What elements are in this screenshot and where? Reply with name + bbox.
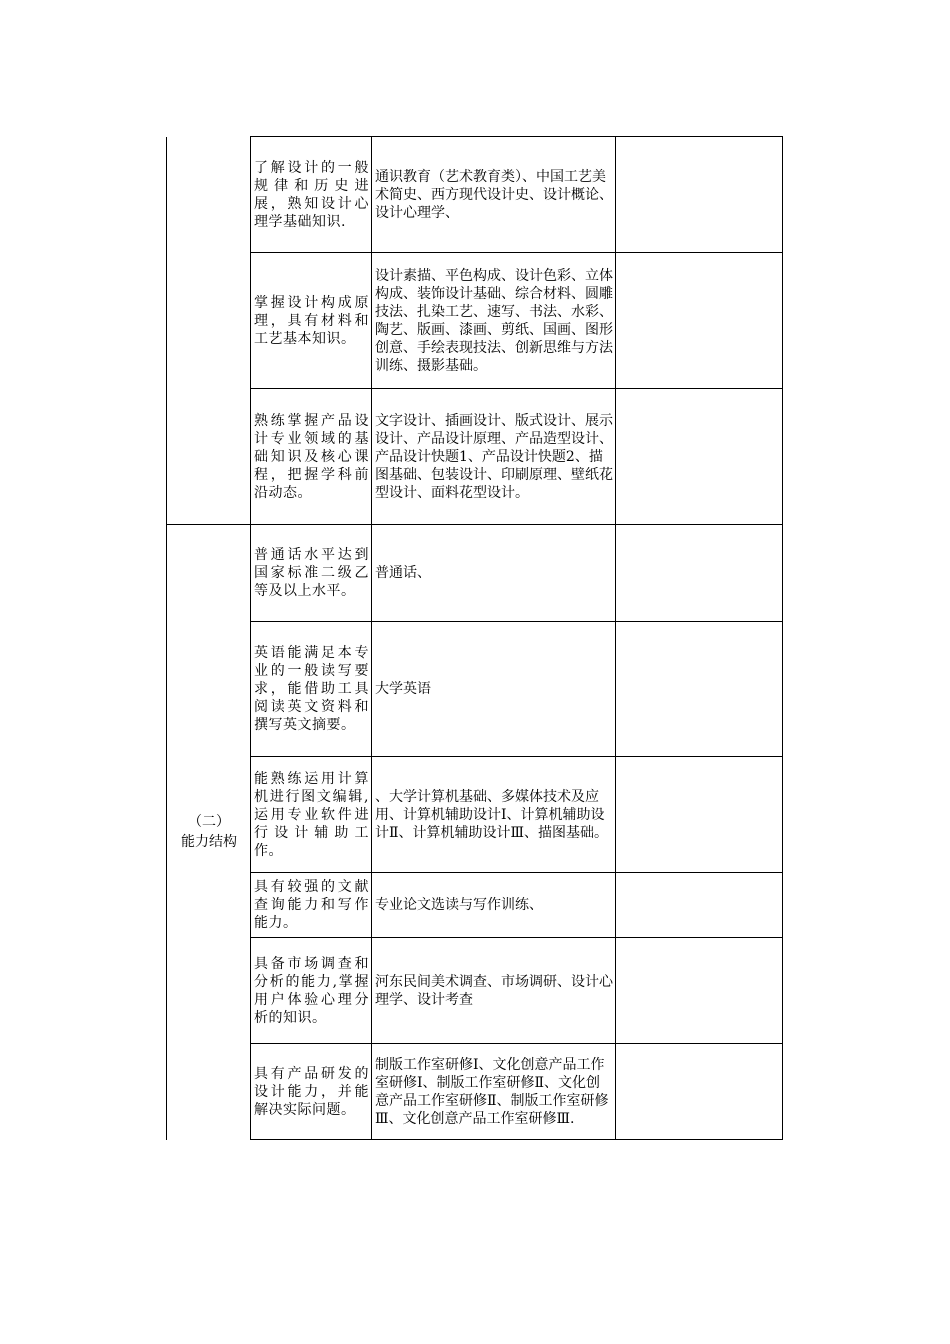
table-row (167, 389, 783, 525)
table-row (167, 622, 783, 757)
courses-cell: 普通话、 (372, 525, 616, 622)
curriculum-mapping-table (166, 136, 783, 1140)
note-cell (616, 622, 783, 757)
table-row (167, 938, 783, 1044)
table-row (167, 757, 783, 873)
requirement-cell: 能熟练运用计算机进行图文编辑,运用专业软件进行设计辅助工作。 (251, 757, 372, 873)
table-row (167, 253, 783, 389)
requirement-cell: 熟练掌握产品设计专业领域的基础知识及核心课程，把握学科前沿动态。 (251, 389, 372, 525)
category-label-line2: 能力结构 (181, 834, 237, 851)
requirement-cell: 具有产品研发的设计能力，并能解决实际问题。 (251, 1044, 372, 1140)
requirement-cell: 具有较强的文献查询能力和写作能力。 (251, 873, 372, 938)
courses-cell: 文字设计、插画设计、版式设计、展示设计、产品设计原理、产品造型设计、产品设计快题1、产品设计快题2、描图基础、包装设计、印刷原理、壁纸花型设计、面料花型设计。 (372, 389, 616, 525)
note-cell (616, 938, 783, 1044)
courses-cell: 大学英语 (372, 622, 616, 757)
courses-cell: 河东民间美术调查、市场调研、设计心理学、设计考查 (372, 938, 616, 1044)
courses-cell: 设计素描、平色构成、设计色彩、立体构成、装饰设计基础、综合材料、圆雕技法、扎染工艺、速写、书法、水彩、陶艺、版画、漆画、剪纸、国画、图形创意、手绘表现技法、创新思维与方法训练、摄影基础。 (372, 253, 616, 389)
courses-cell: 、大学计算机基础、多媒体技术及应用、计算机辅助设计Ⅰ、计算机辅助设计Ⅱ、计算机辅助设计Ⅲ、描图基础。 (372, 757, 616, 873)
note-cell (616, 1044, 783, 1140)
table-row (167, 873, 783, 938)
courses-cell: 专业论文选读与写作训练、 (372, 873, 616, 938)
courses-cell: 通识教育（艺术教育类）、中国工艺美术简史、西方现代设计史、设计概论、设计心理学、 (372, 137, 616, 253)
requirement-cell: 了解设计的一般规律和历史进展，熟知设计心理学基础知识. (251, 137, 372, 253)
table-row (167, 137, 783, 253)
note-cell (616, 757, 783, 873)
note-cell (616, 525, 783, 622)
category-cell-knowledge (167, 137, 251, 525)
table-row (167, 525, 783, 622)
note-cell (616, 389, 783, 525)
requirement-cell: 普通话水平达到国家标准二级乙等及以上水平。 (251, 525, 372, 622)
requirement-cell: 英语能满足本专业的一般读写要求，能借助工具阅读英文资料和撰写英文摘要。 (251, 622, 372, 757)
requirement-cell: 掌握设计构成原理，具有材料和工艺基本知识。 (251, 253, 372, 389)
note-cell (616, 137, 783, 253)
note-cell (616, 873, 783, 938)
table-row (167, 1044, 783, 1140)
category-label-line1: （二） (188, 814, 230, 831)
category-cell-ability (167, 525, 251, 1140)
requirement-cell: 具备市场调查和分析的能力,掌握用户体验心理分析的知识。 (251, 938, 372, 1044)
note-cell (616, 253, 783, 389)
courses-cell: 制版工作室研修Ⅰ、文化创意产品工作室研修Ⅰ、制版工作室研修Ⅱ、文化创意产品工作室研修Ⅱ、制版工作室研修Ⅲ、文化创意产品工作室研修Ⅲ. (372, 1044, 616, 1140)
